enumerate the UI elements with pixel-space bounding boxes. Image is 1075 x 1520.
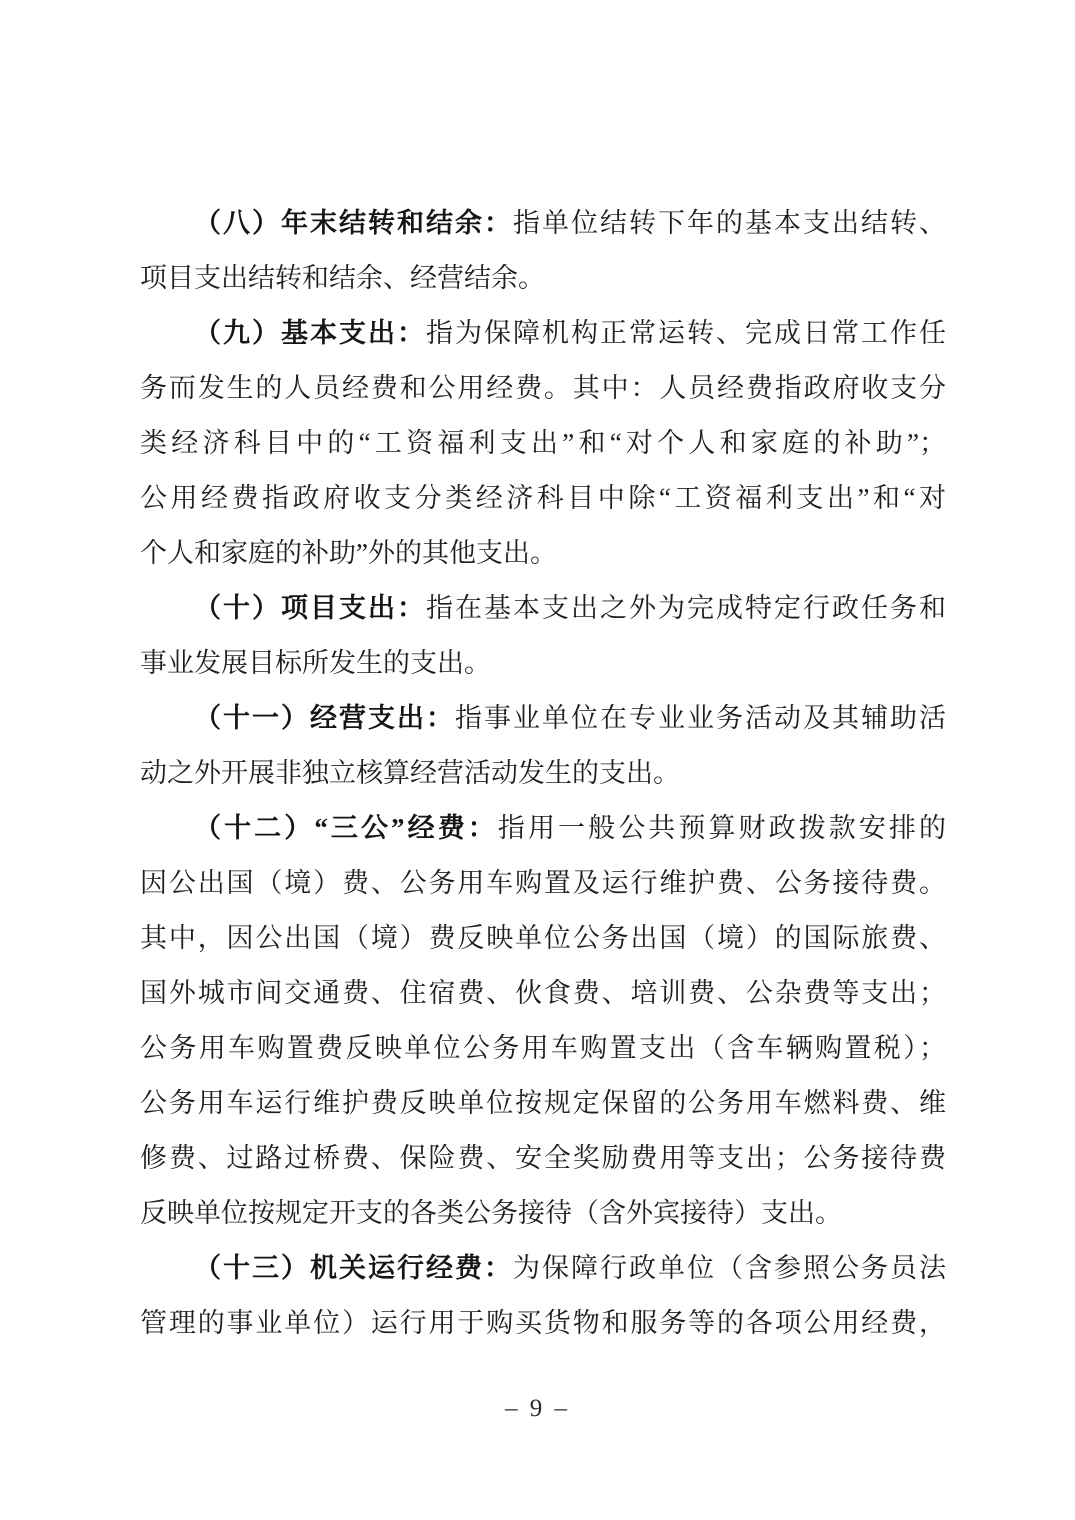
- clause-heading: （十一）经营支出：: [194, 703, 455, 733]
- text-line: 项目支出结转和结余、经营结余。: [140, 263, 545, 293]
- clause-heading: （十三）机关运行经费：: [194, 1253, 513, 1283]
- text-line: 公务用车购置费反映单位公务用车购置支出（含车辆购置税）；: [140, 1033, 946, 1063]
- paragraph-clause-13: [140, 1241, 946, 1351]
- text-line: 反映单位按规定开支的各类公务接待（含外宾接待）支出。: [140, 1198, 842, 1228]
- clause-heading: （十）项目支出：: [194, 593, 426, 623]
- page-number: – 9 –: [505, 1395, 570, 1422]
- clause-heading: （九）基本支出：: [194, 318, 426, 348]
- text-line: [140, 691, 946, 746]
- text-line: [140, 801, 946, 856]
- clause-body-text: 指事业单位在专业业务活动及其辅助活: [455, 703, 946, 733]
- clause-body-text: 指单位结转下年的基本支出结转、: [513, 208, 946, 238]
- text-line: 务而发生的人员经费和公用经费。其中：人员经费指政府收支分: [140, 373, 946, 403]
- text-line: 其中，因公出国（境）费反映单位公务出国（境）的国际旅费、: [140, 923, 946, 953]
- paragraph-clause-10: [140, 581, 946, 691]
- text-line: 修费、过路过桥费、保险费、安全奖励费用等支出；公务接待费: [140, 1143, 946, 1173]
- clause-body-text: 指为保障机构正常运转、完成日常工作任: [426, 318, 946, 348]
- text-line: 因公出国（境）费、公务用车购置及运行维护费、公务接待费。: [140, 868, 946, 898]
- paragraph-clause-11: [140, 691, 946, 801]
- document-body: [140, 196, 946, 1351]
- text-line: 事业发展目标所发生的支出。: [140, 648, 491, 678]
- clause-body-text: 为保障行政单位（含参照公务员法: [513, 1253, 946, 1283]
- text-line: 国外城市间交通费、住宿费、伙食费、培训费、公杂费等支出；: [140, 978, 946, 1008]
- text-line: 公务用车运行维护费反映单位按规定保留的公务用车燃料费、维: [140, 1088, 946, 1118]
- text-line: [140, 1241, 946, 1296]
- clause-heading: （八）年末结转和结余：: [194, 208, 513, 238]
- text-line: 类经济科目中的“工资福利支出”和“对个人和家庭的补助”；: [140, 428, 946, 458]
- text-line: 个人和家庭的补助”外的其他支出。: [140, 538, 557, 568]
- text-line: [140, 306, 946, 361]
- text-line: [140, 196, 946, 251]
- paragraph-clause-12: [140, 801, 946, 1241]
- clause-body-text: 指在基本支出之外为完成特定行政任务和: [426, 593, 946, 623]
- paragraph-clause-9: [140, 306, 946, 581]
- paragraph-clause-8: [140, 196, 946, 306]
- text-line: 管理的事业单位）运行用于购买货物和服务等的各项公用经费，: [140, 1308, 946, 1338]
- clause-heading: （十二）“三公”经费：: [194, 813, 498, 843]
- text-line: [140, 581, 946, 636]
- text-line: 动之外开展非独立核算经营活动发生的支出。: [140, 758, 680, 788]
- clause-body-text: 指用一般公共预算财政拨款安排的: [497, 813, 947, 843]
- text-line: 公用经费指政府收支分类经济科目中除“工资福利支出”和“对: [140, 483, 946, 513]
